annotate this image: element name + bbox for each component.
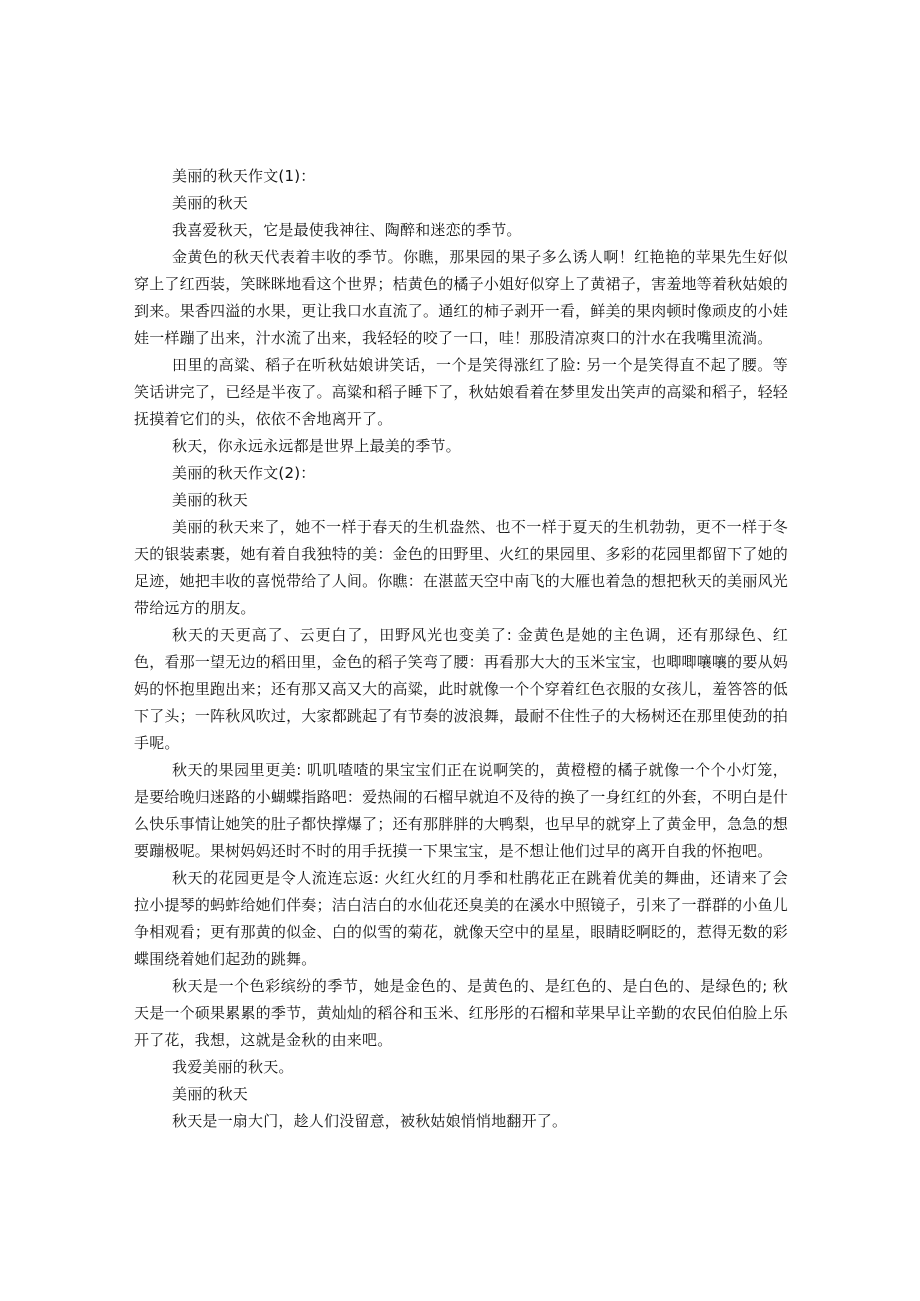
essay2-heading: 美丽的秋天作文(2)： (172, 464, 316, 482)
paragraph: 金黄色的秋天代表着丰收的季节。你瞧，那果园的果子多么诱人啊！红艳艳的苹果先生好似穿上了红西装，笑眯眯地看这个世界；桔黄色的橘子小姐好似穿上了黄裙子，害羞地等着秋姑娘的到来。果香四溢的水果，更让我口水直流了。通红的柿子剥开一看，鲜美的果肉顿时像顽皮的小娃娃一样蹦了出来，汁水流了出来，我轻轻的咬了一口，哇！那股清凉爽口的汁水在我嘴里流淌。 (134, 248, 788, 347)
paragraph: 秋天是一扇大门，趁人们没留意，被秋姑娘悄悄地翻开了。 (172, 1112, 568, 1130)
paragraph: 美丽的秋天来了，她不一样于春天的生机盎然、也不一样于夏天的生机勃勃，更不一样于冬天的银装素裹，她有着自我独特的美：金色的田野里、火红的果园里、多彩的花园里都留下了她的足迹，她把丰收的喜悦带给了人间。你瞧：在湛蓝天空中南飞的大雁也着急的想把秋天的美丽风光带给远方的朋友。 (134, 518, 788, 617)
paragraph: 秋天的天更高了、云更白了，田野风光也变美了: 金黄色是她的主色调，还有那绿色、红色，看那一望无边的稻田里，金色的稻子笑弯了腰：再看那大大的玉米宝宝，也唧唧嚷嚷的要从妈妈的怀抱里跑出来；还有那又高又大的高粱，此时就像一个个穿着红色衣服的女孩儿，羞答答的低下了头；一阵秋风吹过，大家都跳起了有节奏的波浪舞，最耐不住性子的大杨树还在那里使劲的拍手呢。 (134, 626, 788, 752)
essay3-title: 美丽的秋天 (172, 1085, 249, 1103)
document-body (134, 163, 788, 1135)
essay2-title: 美丽的秋天 (172, 491, 249, 509)
paragraph: 秋天的花园更是令人流连忘返: 火红火红的月季和杜鹃花正在跳着优美的舞曲，还请来了会拉小提琴的蚂蚱给她们伴奏；洁白洁白的水仙花还臭美的在溪水中照镜子，引来了一群群的小鱼儿争相观看；更有那黄的似金、白的似雪的菊花，就像天空中的星星，眼睛眨啊眨的，惹得无数的彩蝶围绕着她们起劲的跳舞。 (134, 869, 788, 968)
essay1-title: 美丽的秋天 (172, 194, 249, 212)
paragraph: 田里的高粱、稻子在听秋姑娘讲笑话，一个是笑得涨红了脸: 另一个是笑得直不起了腰。等笑话讲完了，已经是半夜了。高粱和稻子睡下了，秋姑娘看着在梦里发出笑声的高粱和稻子，轻轻抚摸着它们的头，依依不舍地离开了。 (134, 356, 788, 428)
paragraph: 秋天，你永远永远都是世界上最美的季节。 (172, 437, 461, 455)
essay1-heading: 美丽的秋天作文(1)： (172, 167, 316, 185)
paragraph: 秋天是一个色彩缤纷的季节，她是金色的、是黄色的、是红色的、是白色的、是绿色的; 秋天是一个硕果累累的季节，黄灿灿的稻谷和玉米、红彤彤的石榴和苹果早让辛勤的农民伯伯脸上乐开了花，我想，这就是金秋的由来吧。 (134, 977, 788, 1049)
paragraph: 我爱美丽的秋天。 (172, 1058, 294, 1076)
paragraph: 我喜爱秋天，它是最使我神往、陶醉和迷恋的季节。 (172, 221, 522, 239)
paragraph: 秋天的果园里更美: 叽叽喳喳的果宝宝们正在说啊笑的，黄橙橙的橘子就像一个个小灯笼，是要给晚归迷路的小蝴蝶指路吧：爱热闹的石榴早就迫不及待的换了一身红红的外套，不明白是什么快乐事情让她笑的肚子都快撑爆了；还有那胖胖的大鸭梨，也早早的就穿上了黄金甲，急急的想要蹦极呢。果树妈妈还时不时的用手抚摸一下果宝宝，是不想让他们过早的离开自我的怀抱吧。 (134, 761, 788, 860)
